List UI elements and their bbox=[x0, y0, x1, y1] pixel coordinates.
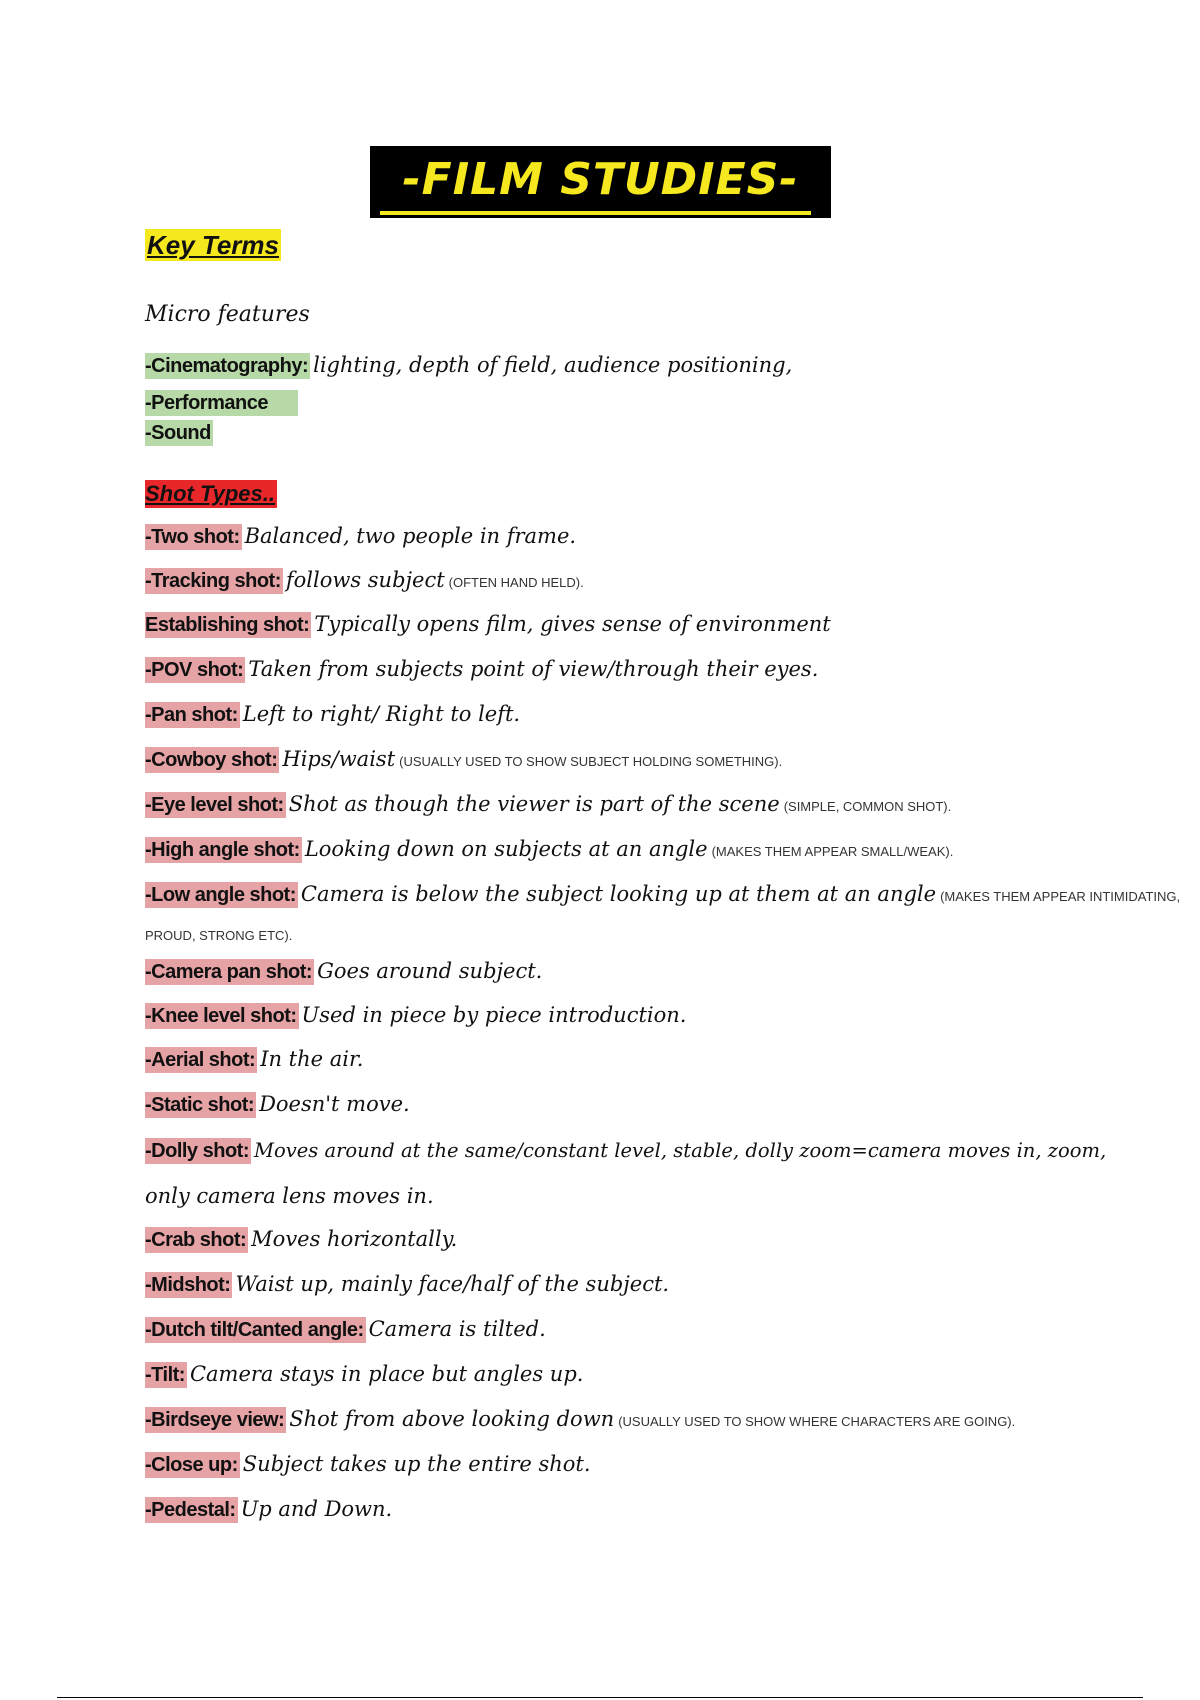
shot-continuation bbox=[145, 918, 292, 951]
shot-desc: Balanced, two people in frame. bbox=[244, 524, 577, 548]
micro-desc: lighting, depth of field, audience positioning, bbox=[313, 353, 793, 377]
shot-term: -Two shot: bbox=[145, 526, 240, 548]
key-terms-heading: Key Terms bbox=[147, 230, 279, 260]
shot-item bbox=[145, 1269, 669, 1300]
shot-note: (SIMPLE, COMMON SHOT). bbox=[783, 799, 952, 814]
shot-desc: Hips/waist bbox=[282, 747, 396, 771]
shot-desc: Shot as though the viewer is part of the scene bbox=[288, 792, 780, 816]
shot-desc: Camera is tilted. bbox=[368, 1317, 546, 1341]
title-underline bbox=[380, 211, 811, 215]
shot-item bbox=[145, 1224, 457, 1255]
shot-item bbox=[145, 744, 782, 777]
shot-note: (OFTEN HAND HELD). bbox=[448, 575, 584, 590]
shot-desc: Shot from above looking down bbox=[289, 1407, 615, 1431]
shot-term: -Knee level shot: bbox=[145, 1005, 297, 1027]
shot-desc-continuation: only camera lens moves in. bbox=[145, 1184, 434, 1208]
shot-note: (USUALLY USED TO SHOW SUBJECT HOLDING SOMETHING). bbox=[399, 754, 783, 769]
shot-desc: Taken from subjects point of view/through their eyes. bbox=[248, 657, 819, 681]
shot-desc: Typically opens film, gives sense of environment bbox=[314, 612, 831, 636]
shot-term: -Dolly shot: bbox=[145, 1140, 249, 1162]
shot-item bbox=[145, 609, 831, 640]
shot-desc: Doesn't move. bbox=[259, 1092, 410, 1116]
shot-term: -Midshot: bbox=[145, 1274, 231, 1296]
shot-note: (MAKES THEM APPEAR INTIMIDATING, bbox=[940, 889, 1181, 904]
footer-rule bbox=[57, 1697, 1143, 1698]
shot-types-heading: Shot Types.. bbox=[145, 481, 275, 506]
shot-item bbox=[145, 654, 818, 685]
shot-item bbox=[145, 789, 951, 822]
shot-item bbox=[145, 1314, 546, 1345]
shot-term: -Low angle shot: bbox=[145, 884, 296, 906]
shot-desc: follows subject bbox=[285, 568, 445, 592]
shot-desc: Moves horizontally. bbox=[251, 1227, 458, 1251]
shot-note: (MAKES THEM APPEAR SMALL/WEAK). bbox=[711, 844, 954, 859]
shot-desc: Subject takes up the entire shot. bbox=[242, 1452, 591, 1476]
shot-item bbox=[145, 1404, 1015, 1437]
shot-item bbox=[145, 1494, 392, 1525]
micro-term: -Sound bbox=[145, 422, 211, 444]
shot-item bbox=[145, 1000, 686, 1031]
shot-term: -Camera pan shot: bbox=[145, 961, 313, 983]
shot-term: -Dutch tilt/Canted angle: bbox=[145, 1319, 364, 1341]
shot-desc: Up and Down. bbox=[240, 1497, 393, 1521]
shot-desc: Moves around at the same/constant level, stable, dolly zoom=camera moves in, zoom, bbox=[254, 1139, 1107, 1162]
shot-item bbox=[145, 1359, 583, 1390]
shot-term: -Eye level shot: bbox=[145, 794, 284, 816]
shot-item bbox=[145, 699, 520, 730]
shot-term: -High angle shot: bbox=[145, 839, 300, 861]
shot-item bbox=[145, 879, 1180, 912]
shot-term: -Pedestal: bbox=[145, 1499, 236, 1521]
shot-term: -Aerial shot: bbox=[145, 1049, 256, 1071]
shot-term: -Close up: bbox=[145, 1454, 238, 1476]
shot-term: -Birdseye view: bbox=[145, 1409, 285, 1431]
shot-note: (USUALLY USED TO SHOW WHERE CHARACTERS ARE GOING). bbox=[618, 1414, 1016, 1429]
micro-item bbox=[145, 387, 298, 418]
shot-desc: Used in piece by piece introduction. bbox=[301, 1003, 687, 1027]
micro-features-heading: Micro features bbox=[145, 302, 310, 327]
shot-note-continuation: PROUD, STRONG ETC). bbox=[145, 928, 293, 943]
shot-item bbox=[145, 565, 584, 598]
page-title: -FILM STUDIES- bbox=[402, 154, 799, 205]
shot-term: -Tilt: bbox=[145, 1364, 185, 1386]
shot-item bbox=[145, 956, 542, 987]
shot-desc: Left to right/ Right to left. bbox=[242, 702, 521, 726]
shot-item bbox=[145, 834, 953, 867]
micro-term: -Cinematography: bbox=[145, 355, 309, 377]
shot-term: -Cowboy shot: bbox=[145, 749, 278, 771]
shot-desc: Goes around subject. bbox=[317, 959, 543, 983]
micro-item bbox=[145, 417, 213, 448]
shot-item bbox=[145, 1089, 410, 1120]
shot-term: -Crab shot: bbox=[145, 1229, 247, 1251]
shot-item bbox=[145, 1044, 363, 1075]
shot-term: -Static shot: bbox=[145, 1094, 255, 1116]
shot-term: -POV shot: bbox=[145, 659, 244, 681]
shot-item bbox=[145, 1449, 591, 1480]
shot-desc: Camera is below the subject looking up at them at an angle bbox=[300, 882, 937, 906]
shot-item bbox=[145, 521, 576, 552]
title-banner bbox=[370, 146, 831, 218]
shot-term: -Pan shot: bbox=[145, 704, 238, 726]
shot-desc: Waist up, mainly face/half of the subject. bbox=[235, 1272, 670, 1296]
shot-item bbox=[145, 1135, 1106, 1166]
shot-desc: Camera stays in place but angles up. bbox=[189, 1362, 584, 1386]
shot-term: Establishing shot: bbox=[145, 614, 310, 636]
shot-desc: In the air. bbox=[260, 1047, 364, 1071]
shot-term: -Tracking shot: bbox=[145, 570, 281, 592]
micro-term: -Performance bbox=[145, 390, 298, 416]
shot-desc: Looking down on subjects at an angle bbox=[304, 837, 708, 861]
shot-continuation bbox=[145, 1181, 434, 1211]
micro-item bbox=[145, 350, 792, 381]
